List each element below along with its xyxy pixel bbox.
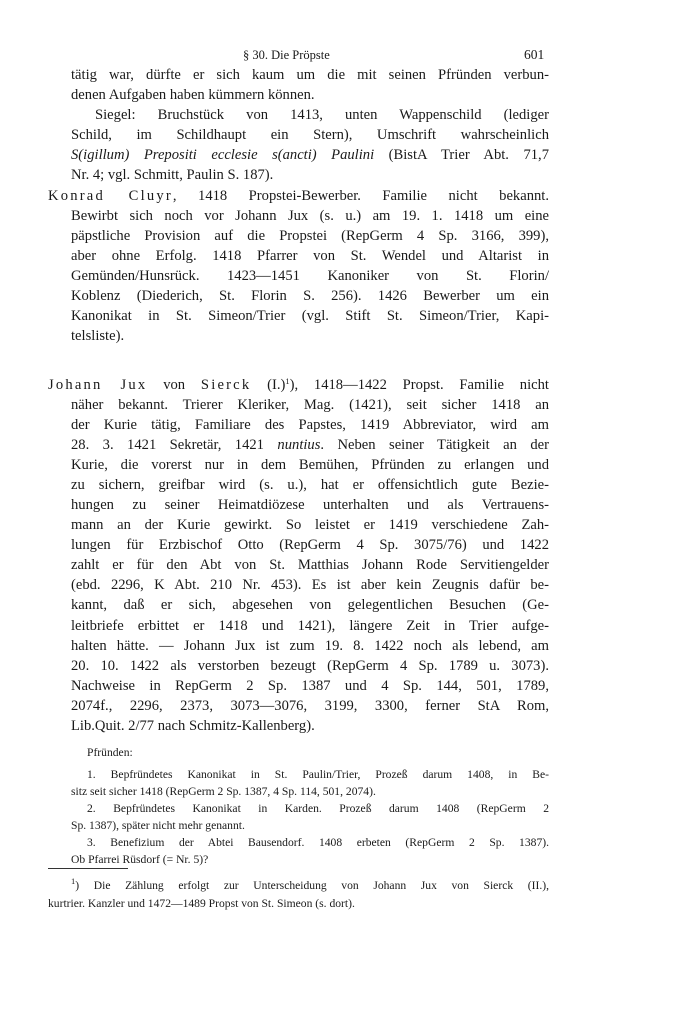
text-line: Schild, im Schildhaupt ein Stern), Umschrift wahrscheinlich (71, 127, 549, 143)
text-line: hungen zu seiner Heimatdiözese unterhalten und als Vertrauens- (71, 497, 549, 513)
text-line (71, 436, 549, 454)
footnote-reference[interactable]: 1 (285, 376, 290, 386)
footnote-line: kurtrier. Kanzler und 1472—1489 Propst von St. Simeon (s. dort). (48, 897, 355, 910)
entry-ordinal: (I.) (251, 377, 286, 393)
text-line: 2074f., 2296, 2373, 3073—3076, 3199, 3300, ferner StA Rom, (71, 698, 549, 714)
text-line (71, 146, 549, 164)
entry-first-line (48, 187, 549, 205)
running-head: § 30. Die Pröpste (243, 48, 330, 62)
text-run: . Neben seiner Tätigkeit an der (320, 437, 549, 453)
text-run: 28. 3. 1421 Sekretär, 1421 (71, 437, 278, 453)
entry-summary: , 1418 Propstei-Bewerber. Familie nicht bekannt. (172, 188, 549, 204)
footnote-marker: 1 (71, 876, 76, 886)
text-line: lungen für Erzbischof Otto (RepGerm 4 Sp. 3075/76) und 1422 (71, 537, 549, 553)
footnote-text: ) Die Zählung erfolgt zur Unterscheidung von Johann Jux von Sierck (II.), (75, 879, 549, 892)
text-line: tätig war, dürfte er sich kaum um die mit seinen Pfründen verbun- (71, 67, 549, 83)
text-line: zu sichern, greifbar wird (s. u.), hat er offensichtlich gute Bezie- (71, 477, 549, 493)
text-line: kannt, daß er sich, abgesehen von gelegentlichen Besuchen (Ge- (71, 597, 549, 613)
entry-first-line (48, 376, 549, 394)
entry-name: Konrad Cluyr (48, 188, 173, 204)
text-line: Koblenz (Diederich, St. Florin S. 256). 1426 Bewerber um ein (71, 288, 549, 304)
text-line: Bewirbt sich noch vor Johann Jux (s. u.) am 19. 1. 1418 um eine (71, 208, 549, 224)
text-line: der Kurie tätig, Familiare des Papstes, 1419 Abbreviator, wird am (71, 417, 549, 433)
text-line: zahlt er für den Abt von St. Matthias Johann Rode Servitiengelder (71, 557, 549, 573)
footnote-separator (48, 868, 128, 869)
text-line: (ebd. 2296, K Abt. 210 Nr. 453). Es ist aber kein Zeugnis dafür be- (71, 577, 549, 593)
text-line: Kanonikat in St. Simeon/Trier (vgl. Stift St. Simeon/Trier, Kapi- (71, 308, 549, 324)
entry-name-place: Sierck (200, 377, 252, 393)
text-line: sitz seit sicher 1418 (RepGerm 2 Sp. 1387, 4 Sp. 114, 501, 2074). (71, 785, 376, 798)
text-line: mann an der Kurie gewirkt. So leistet er 1419 verschiedene Zah- (71, 517, 549, 533)
text-line: leitbriefe erbittet er 1418 und 1421), längere Zeit in Trier aufge- (71, 618, 549, 634)
text-line: 20. 10. 1422 als verstorben bezeugt (RepGerm 4 Sp. 1789 u. 3073). (71, 658, 549, 674)
entry-summary: ), 1418—1422 Propst. Familie nicht (289, 377, 549, 393)
text-line: 3. Benefizium der Abtei Bausendorf. 1408 erbeten (RepGerm 2 Sp. 1387). (87, 836, 549, 849)
footnote-line (71, 878, 549, 893)
text-line: näher bekannt. Trierer Kleriker, Mag. (1421), seit sicher 1418 an (71, 397, 549, 413)
text-line: 2. Bepfründetes Kanonikat in Karden. Prozeß darum 1408 (RepGerm 2 (87, 802, 549, 815)
text-line: Siegel: Bruchstück von 1413, unten Wappenschild (lediger (95, 107, 549, 123)
entry-name-connector: von (147, 377, 201, 393)
text-line: denen Aufgaben haben kümmern können. (71, 87, 315, 103)
text-line: aber ohne Erfolg. 1418 Pfarrer von St. Wendel und Altarist in (71, 248, 549, 264)
entry-name: Johann Jux (48, 377, 148, 393)
text-line: Ob Pfarrei Rüsdorf (= Nr. 5)? (71, 853, 209, 866)
text-line: 1. Bepfründetes Kanonikat in St. Paulin/Trier, Prozeß darum 1408, in Be- (87, 768, 549, 781)
seal-inscription: S(igillum) Prepositi ecclesie s(ancti) Paulini (71, 147, 375, 163)
page-number: 601 (524, 47, 545, 62)
text-line: halten hätte. — Johann Jux ist zum 19. 8. 1422 noch als lebend, am (71, 638, 549, 654)
text-line: Gemünden/Hunsrück. 1423—1451 Kanoniker von St. Florin/ (71, 268, 549, 284)
pfruenden-heading: Pfründen: (87, 746, 133, 759)
text-line: Nachweise in RepGerm 2 Sp. 1387 und 4 Sp. 144, 501, 1789, (71, 678, 549, 694)
text-line: päpstliche Provision auf die Propstei (RepGerm 4 Sp. 3166, 399), (71, 228, 549, 244)
text-line: Lib.Quit. 2/77 nach Schmitz-Kallenberg). (71, 718, 315, 734)
text-line: Nr. 4; vgl. Schmitt, Paulin S. 187). (71, 167, 274, 183)
latin-term: nuntius (277, 437, 321, 453)
seal-source: (BistA Trier Abt. 71,7 (374, 147, 549, 163)
text-line: telsliste). (71, 328, 125, 344)
text-line: Sp. 1387), später nicht mehr genannt. (71, 819, 245, 832)
text-line: Kurie, die vorerst nur in dem Bemühen, Pfründen zu erlangen und (71, 457, 549, 473)
